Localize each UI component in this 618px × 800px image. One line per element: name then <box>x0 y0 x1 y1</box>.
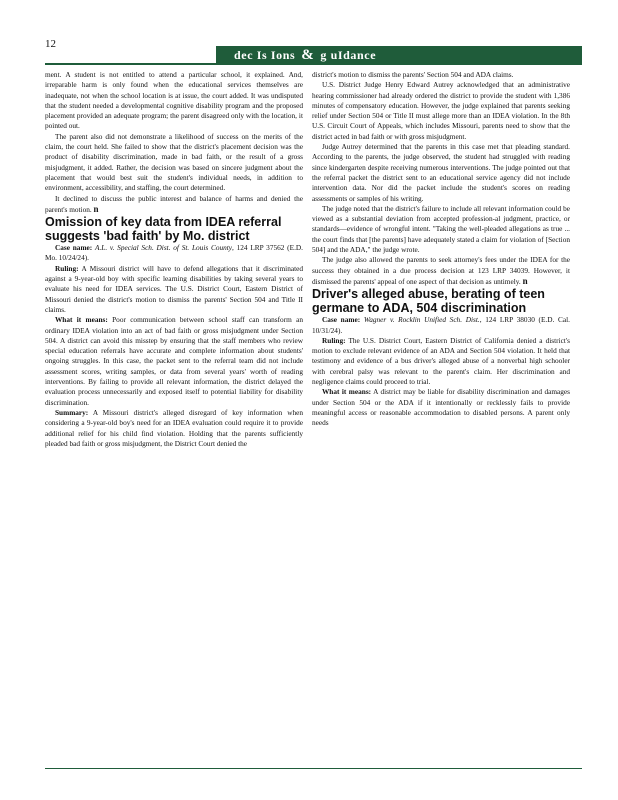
paragraph-text: It declined to discuss the public interest and balance of harms and denied the parent's motion. <box>45 193 303 214</box>
page-number: 12 <box>45 38 56 50</box>
ruling-paragraph <box>45 264 303 315</box>
right-column <box>312 70 570 429</box>
case-name-line <box>312 315 570 336</box>
footer-rule <box>45 768 582 769</box>
paragraph: ment. A student is not entitled to attend a particular school, it explained. And, irreparable harm is only found when the educational services themselves are inadequate, not when the school location is at issue, the court added. It was undisputed that the student needed a developmental cognitive disability program and the proposed placement provided an adequate program; the parent disagreed only with the location, it pointed out. <box>45 70 303 131</box>
means-paragraph <box>45 315 303 408</box>
means-label: What it means: <box>322 387 372 397</box>
header-ampersand: & <box>301 47 315 63</box>
article-headline: Driver's alleged abuse, berating of teen germane to ADA, 504 discrimination <box>312 287 545 316</box>
header-rule <box>45 63 582 65</box>
case-name-label: Case name: <box>55 243 93 253</box>
ruling-label: Ruling: <box>322 335 346 345</box>
means-label: What it means: <box>55 315 108 325</box>
case-name: Wagner v. Rocklin Unified Sch. Dist. <box>363 315 480 325</box>
case-name: A.L. v. Special Sch. Dist. of St. Louis County <box>94 243 233 253</box>
means-text: A district may be liable for disability discrimination and damages under Section 504 or the ADA if it intentionally or recklessly fails to provide meaningful access or reasonable accommodation to disabled persons. A parent only needs <box>312 387 570 428</box>
end-mark: n <box>93 203 99 214</box>
article-headline: Omission of key data from IDEA referral suggests 'bad faith' by Mo. district <box>45 215 282 244</box>
paragraph: The parent also did not demonstrate a likelihood of success on the merits of the claim, the court held. She failed to show that the district's placement decision was the product of disability discrimination, made in bad faith, or the result of a gross misjudgment, it added. Rather, the decision was based on sincere judgment about the placement that would best suit the student's individual needs, in addition to environment, accessibility, and staffing, the court determined. <box>45 131 303 193</box>
means-paragraph <box>312 387 570 428</box>
paragraph <box>312 255 570 287</box>
case-citation: , 124 LRP 37562 (E.D. Mo. 10/24/24). <box>45 243 303 263</box>
summary-label: Summary: <box>55 407 89 417</box>
end-mark: n <box>522 275 528 286</box>
paragraph: U.S. District Judge Henry Edward Autrey acknowledged that an administrative hearing commissioner had already ordered the district to provide the student with 1,386 minutes of compensatory education. However, the judge explained that parents seeking relief under Section 504 or Title II must allege more than an IDEA violation. In the 8th U.S. Circuit Court of Appeals, which includes Missouri, parents need to show that the district acted in bad faith or with gross misjudgment. <box>312 80 570 141</box>
paragraph-text: The judge also allowed the parents to seek attorney's fees under the IDEA for the success they obtained in a due process decision at 123 LRP 34039. However, it dismissed the parents' appeal of one aspect of that decision as untimely. <box>312 255 570 286</box>
paragraph: district's motion to dismiss the parents' Section 504 and ADA claims. <box>312 70 514 79</box>
summary-paragraph <box>45 408 303 449</box>
paragraph <box>45 194 303 216</box>
means-text: Poor communication between school staff can transform an ordinary IDEA violation into an act of bad faith or gross misjudgment under Section 504. A district can avoid this misstep by ensuring that the staff members who review special education referrals have accurate and complete information about students' ongoing struggles. In this case, the packet sent to the referral team did not include assessment scores, writing samples, or data from several years' worth of reading interventions. By failing to provide all relevant information, the district delayed the evaluation process unnecessarily and exposed itself to potential liability for disability discrimination. <box>45 315 303 407</box>
ruling-text: The U.S. District Court, Eastern District of California denied a district's motion to exclude relevant evidence of an ADA and Section 504 violation. It held that testimony and evidence of a bus driver's alleged abuse of a nonverbal high schooler with cerebral palsy was relevant to the parent's claim. Her discrimination and negligence claims could proceed to trial. <box>312 335 570 387</box>
paragraph: The judge noted that the district's failure to include all relevant information could be viewed as a substantial deviation from accepted profession-al judgment, practice, or standards—evidence of wrongful intent. "Taking the well-pleaded allegations as true ... the court finds that [the parents] have adequately stated a claim for violation of [Section 504] and the ADA," the judge wrote. <box>312 203 570 255</box>
left-column <box>45 70 303 449</box>
ruling-paragraph <box>312 336 570 387</box>
ruling-label: Ruling: <box>55 263 79 273</box>
case-name-label: Case name: <box>322 315 361 325</box>
case-name-line <box>45 243 303 264</box>
paragraph: Judge Autrey determined that the parents in this case met that pleading standard. According to the parents, the judge observed, the student had struggled with reading since kindergarten despite receiving numerous interventions. The judge pointed out that the referral packet the district sent to an educational service agency did not include intervention data. Nor did the packet include the student's scores on reading assessments or samples of his writing. <box>312 142 570 203</box>
header-word-decisions: dec Is Ions <box>234 48 296 62</box>
header-word-guidance: g uIdance <box>320 48 377 62</box>
case-citation: , 124 LRP 38030 (E.D. Cal. 10/31/24). <box>312 315 570 335</box>
summary-text: A Missouri district's alleged disregard of key information when considering a 9-year-old boy's need for an IDEA evaluation could require it to provide additional relief for his child find violation. Holding that the parents sufficiently pleaded bad faith or gross misjudgment, the District Court denied the <box>45 407 303 448</box>
ruling-text: A Missouri district will have to defend allegations that it discriminated against a 9-year-old boy with specific learning disabilities by taking several years to evaluate his need for IDEA services. The U.S. District Court, Eastern District of Missouri denied the district's motion to dismiss the parents' Section 504 and Title II claims. <box>45 263 303 314</box>
